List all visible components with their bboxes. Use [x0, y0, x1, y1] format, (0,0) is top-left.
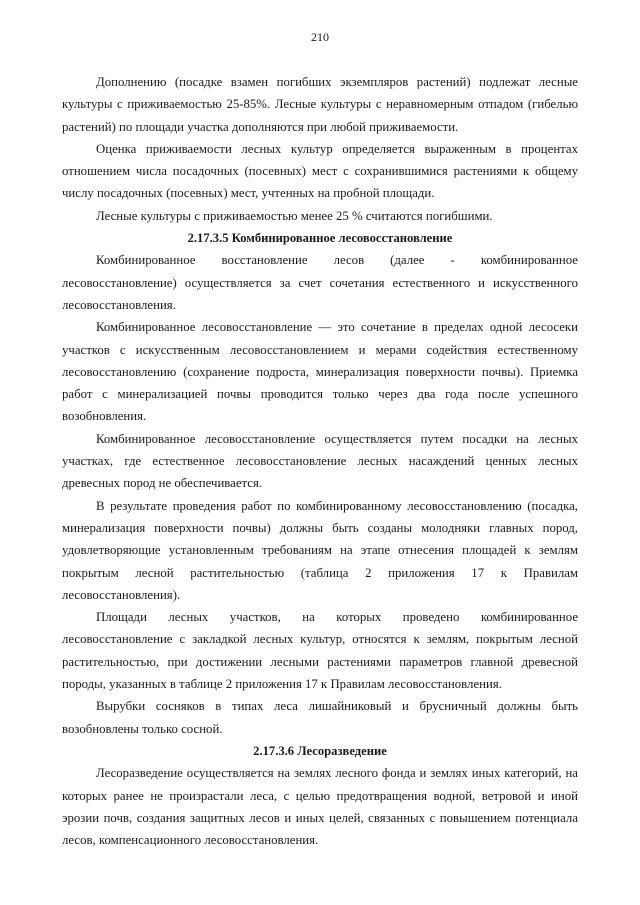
paragraph: Лесные культуры с приживаемостью менее 25 % считаются погибшими.: [96, 208, 493, 223]
paragraph: Вырубки сосняков в типах леса лишайниковый и брусничный должны быть возобновлены только сосной.: [62, 699, 578, 736]
paragraph: Комбинированное лесовосстановление — это сочетание в пределах одной лесосеки участков с искусственным лесовосстановлением и мерами содействия естественному лесовосстановлению (сохранение подроста, минерализация поверхности почвы). Приемка работ с минерализацией почвы проводится только через два года после успешного возобновления.: [62, 320, 578, 424]
paragraph: Оценка приживаемости лесных культур определяется выраженным в процентах отношением числа посадочных (посевных) мест с сохранившимися растениями к общему числу посадочных (посевных) мест, учтенных на пробной площади.: [62, 141, 578, 201]
document-body: [62, 71, 578, 851]
paragraph: Комбинированное лесовосстановление осуществляется путем посадки на лесных участках, где естественное лесовосстановление лесных насаждений ценных лесных древесных пород не обеспечивается.: [62, 431, 578, 491]
paragraph: Площади лесных участков, на которых проведено комбинированное лесовосстановление с закладкой лесных культур, относятся к землям, покрытым лесной растительностью, при достижении лесными растениями параметров главной древесной породы, указанных в таблице 2 приложения 17 к Правилам лесовосстановления.: [62, 610, 578, 692]
paragraph: Лесоразведение осуществляется на землях лесного фонда и землях иных категорий, на которых ранее не произрастали леса, с целью предотвращения водной, ветровой и иной эрозии почв, создания защитных лесов и иных целей, связанных с повышением потенциала лесов, компенсационного лесовосстановления.: [62, 766, 578, 848]
paragraph: Дополнению (посадке взамен погибших экземпляров растений) подлежат лесные культуры с приживаемостью 25-85%. Лесные культуры с неравномерным отпадом (гибелью растений) по площади участка дополняются при любой приживаемости.: [62, 75, 578, 134]
section-heading: 2.17.3.5 Комбинированное лесовосстановление: [187, 231, 453, 246]
section-heading: 2.17.3.6 Лесоразведение: [253, 743, 387, 758]
paragraph: Комбинированное восстановление лесов (далее - комбинированное лесовосстановление) осуществляется за счет сочетания естественного и искусственного лесовосстановления.: [62, 253, 578, 312]
page-number: 210: [311, 30, 329, 44]
paragraph: В результате проведения работ по комбинированному лесовосстановлению (посадка, минерализация поверхности почвы) должны быть созданы молодняки главных пород, удовлетворяющие установленным требованиям на этапе отнесения площадей к землям покрытым лесной растительностью (таблица 2 приложения 17 к Правилам лесовосстановления).: [62, 498, 578, 602]
